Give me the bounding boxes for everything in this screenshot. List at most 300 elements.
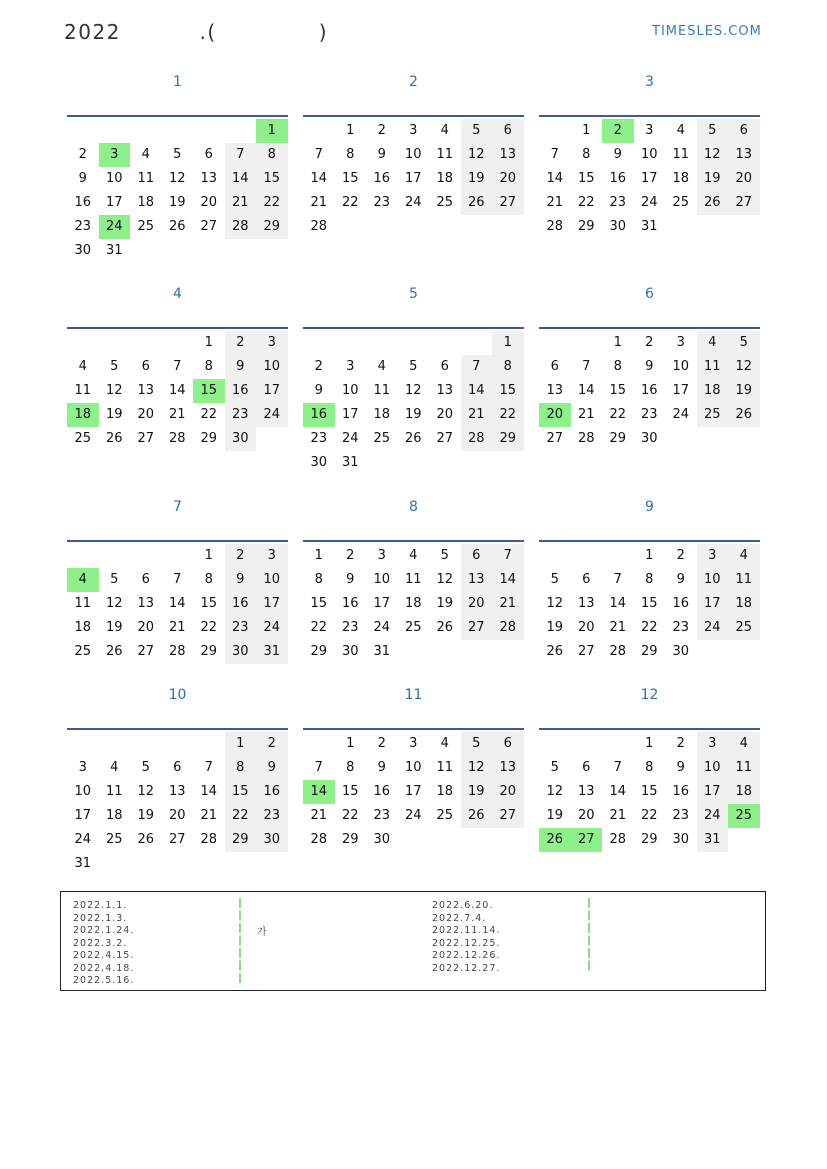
day-cell: 28 [461,427,493,451]
day-cell: 9 [225,355,257,379]
day-cell: 27 [461,616,493,640]
day-cell: 22 [492,403,524,427]
day-cell: 30 [672,832,690,847]
day-cell: 18 [373,407,391,422]
month-title: 4 [173,286,182,302]
day-cell: 7 [461,355,493,379]
day-cell: 4 [377,359,386,374]
day-cell: 23 [609,195,627,210]
day-cell: 11 [728,756,760,780]
day-cell: 23 [373,195,391,210]
day-cell: 14 [609,784,627,799]
day-cell: 14 [310,171,328,186]
day-cell: 24 [672,407,690,422]
day-cell: 10 [256,355,288,379]
day-cell: 5 [550,760,559,775]
day-cell: 21 [461,403,493,427]
holiday-day-cell: 4 [67,568,99,592]
day-cell: 28 [577,431,595,446]
day-cell: 26 [546,644,564,659]
day-cell: 16 [640,383,658,398]
day-cell: 22 [577,195,595,210]
day-cell: 18 [404,596,422,611]
day-cell: 17 [640,171,658,186]
day-cell: 24 [640,195,658,210]
day-cell: 15 [310,596,328,611]
day-cell: 15 [609,383,627,398]
day-cell: 27 [728,191,760,215]
note-date: 2022.12.26. [432,950,501,961]
day-cell: 9 [645,359,654,374]
day-cell: 6 [492,732,524,756]
day-cell: 13 [137,596,155,611]
day-cell: 30 [256,828,288,852]
day-cell: 1 [225,732,257,756]
day-cell: 8 [492,355,524,379]
day-cell: 16 [373,171,391,186]
note-date: 2022.1.3. [73,912,128,924]
day-cell: 2 [256,732,288,756]
day-cell: 16 [256,780,288,804]
day-cell: 21 [492,592,524,616]
day-cell: 6 [461,544,493,568]
day-cell: 12 [546,784,564,799]
day-cell: 21 [577,407,595,422]
day-cell: 29 [577,219,595,234]
day-cell: 7 [204,760,213,775]
day-cell: 4 [78,359,87,374]
day-cell: 15 [200,596,218,611]
day-cell: 22 [640,620,658,635]
day-cell: 6 [204,147,213,162]
day-cell: 21 [310,808,328,823]
day-cell: 27 [168,832,186,847]
day-cell: 31 [256,640,288,664]
day-cell: 5 [141,760,150,775]
day-cell: 30 [225,640,257,664]
day-cell: 3 [697,544,729,568]
day-cell: 12 [137,784,155,799]
day-cell: 30 [373,832,391,847]
day-cell: 31 [74,856,92,871]
day-cell: 17 [697,780,729,804]
day-cell: 5 [461,119,493,143]
day-cell: 30 [225,427,257,451]
day-cell: 28 [609,832,627,847]
day-cell: 16 [373,784,391,799]
day-cell: 7 [582,359,591,374]
holiday-day-cell: 20 [539,403,571,427]
day-cell: 12 [546,596,564,611]
day-cell: 7 [613,572,622,587]
day-cell: 19 [546,620,564,635]
day-cell: 1 [346,123,355,138]
day-cell: 15 [640,596,658,611]
day-cell: 27 [492,191,524,215]
day-cell: 24 [256,616,288,640]
day-cell: 5 [173,147,182,162]
day-cell: 20 [461,592,493,616]
day-cell: 26 [137,832,155,847]
day-cell: 30 [74,243,92,258]
day-cell: 27 [492,804,524,828]
day-cell: 17 [256,592,288,616]
day-cell: 29 [200,644,218,659]
day-cell: 8 [346,760,355,775]
holiday-day-cell: 25 [728,804,760,828]
day-cell: 2 [346,548,355,563]
day-cell: 11 [137,171,155,186]
day-cell: 8 [314,572,323,587]
day-cell: 11 [728,568,760,592]
day-cell: 11 [436,147,454,162]
day-cell: 26 [728,403,760,427]
day-cell: 28 [609,644,627,659]
day-cell: 11 [672,147,690,162]
day-cell: 7 [314,147,323,162]
day-cell: 13 [492,143,524,167]
day-cell: 30 [341,644,359,659]
day-cell: 28 [168,644,186,659]
day-cell: 28 [310,832,328,847]
month-divider [67,540,288,542]
day-cell: 10 [105,171,123,186]
day-cell: 21 [225,191,257,215]
day-cell: 5 [697,119,729,143]
day-cell: 28 [168,431,186,446]
day-cell: 22 [341,195,359,210]
day-cell: 22 [310,620,328,635]
day-cell: 29 [225,828,257,852]
day-cell: 10 [404,760,422,775]
holiday-day-cell: 15 [193,379,225,403]
day-cell: 20 [728,167,760,191]
day-cell: 31 [341,455,359,470]
day-cell: 18 [436,784,454,799]
month-title: 11 [404,687,423,703]
day-cell: 13 [577,784,595,799]
day-cell: 21 [609,808,627,823]
day-cell: 22 [225,804,257,828]
day-cell: 6 [141,572,150,587]
day-cell: 12 [168,171,186,186]
day-cell: 21 [168,407,186,422]
day-cell: 21 [609,620,627,635]
day-cell: 1 [346,736,355,751]
day-cell: 19 [105,407,123,422]
day-cell: 24 [404,195,422,210]
day-cell: 26 [461,804,493,828]
day-cell: 18 [137,195,155,210]
day-cell: 10 [341,383,359,398]
day-cell: 25 [697,403,729,427]
day-cell: 11 [436,760,454,775]
day-cell: 6 [582,572,591,587]
day-cell: 16 [672,784,690,799]
month-divider [539,115,760,117]
day-cell: 26 [697,191,729,215]
day-cell: 12 [461,756,493,780]
day-cell: 6 [173,760,182,775]
day-cell: 29 [640,832,658,847]
day-cell: 7 [492,544,524,568]
day-cell: 1 [645,548,654,563]
day-cell: 11 [74,596,92,611]
day-cell: 3 [645,123,654,138]
day-cell: 17 [672,383,690,398]
day-cell: 30 [310,455,328,470]
day-cell: 19 [461,780,493,804]
day-cell: 19 [137,808,155,823]
month-divider [303,115,524,117]
holiday-day-cell: 27 [571,828,603,852]
day-cell: 30 [609,219,627,234]
day-cell: 13 [492,756,524,780]
day-cell: 21 [200,808,218,823]
day-cell: 27 [137,431,155,446]
day-cell: 9 [314,383,323,398]
day-cell: 5 [409,359,418,374]
day-cell: 25 [105,832,123,847]
day-cell: 25 [436,808,454,823]
day-cell: 12 [404,383,422,398]
day-cell: 5 [461,732,493,756]
holiday-day-cell: 3 [99,143,131,167]
day-cell: 21 [168,620,186,635]
day-cell: 26 [404,431,422,446]
day-cell: 23 [341,620,359,635]
month-title: 1 [173,74,182,90]
month-title: 5 [409,286,418,302]
month-divider [303,540,524,542]
day-cell: 14 [200,784,218,799]
day-cell: 3 [256,331,288,355]
holiday-day-cell: 14 [303,780,335,804]
note-date: 2022.1.1. [73,900,128,911]
day-cell: 18 [728,780,760,804]
day-cell: 6 [550,359,559,374]
day-cell: 19 [546,808,564,823]
day-cell: 4 [440,123,449,138]
day-cell: 11 [105,784,123,799]
day-cell: 20 [137,620,155,635]
note-date: 2022.1.24. [73,925,135,936]
note-date: 2022.5.16. [73,975,135,986]
day-cell: 18 [728,592,760,616]
day-cell: 17 [256,379,288,403]
day-cell: 4 [676,123,685,138]
day-cell: 16 [609,171,627,186]
notes-left-dates [73,900,134,988]
day-cell: 2 [225,331,257,355]
day-cell: 15 [492,379,524,403]
day-cell: 11 [373,383,391,398]
day-cell: 20 [200,195,218,210]
day-cell: 23 [225,403,257,427]
day-cell: 14 [609,596,627,611]
day-cell: 13 [137,383,155,398]
day-cell: 5 [440,548,449,563]
day-cell: 10 [256,568,288,592]
day-cell: 9 [78,171,87,186]
month-title: 7 [173,499,182,515]
day-cell: 19 [105,620,123,635]
day-cell: 1 [204,548,213,563]
day-cell: 26 [461,191,493,215]
note-date: 2022.12.25. [432,937,501,949]
note-date: 2022.4.15. [73,950,135,961]
day-cell: 23 [672,808,690,823]
notes-right-dates [432,900,500,975]
day-cell: 18 [105,808,123,823]
day-cell: 25 [404,620,422,635]
day-cell: 19 [697,167,729,191]
day-cell: 16 [672,596,690,611]
notes-right-bar [588,898,590,973]
day-cell: 1 [492,331,524,355]
day-cell: 12 [728,355,760,379]
day-cell: 3 [409,736,418,751]
day-cell: 31 [105,243,123,258]
day-cell: 4 [697,331,729,355]
day-cell: 9 [377,760,386,775]
day-cell: 23 [672,620,690,635]
day-cell: 25 [728,616,760,640]
day-cell: 14 [168,596,186,611]
note-date: 2022.12.27. [432,962,501,974]
month-divider [67,728,288,730]
page-title [64,20,328,44]
day-cell: 7 [173,359,182,374]
day-cell: 28 [310,219,328,234]
day-cell: 10 [697,568,729,592]
month-title: 8 [409,499,418,515]
day-cell: 28 [200,832,218,847]
day-cell: 31 [697,828,729,852]
day-cell: 4 [409,548,418,563]
day-cell: 17 [404,784,422,799]
day-cell: 3 [697,732,729,756]
day-cell: 29 [640,644,658,659]
day-cell: 13 [728,143,760,167]
day-cell: 15 [577,171,595,186]
day-cell: 25 [373,431,391,446]
day-cell: 5 [110,359,119,374]
day-cell: 10 [404,147,422,162]
day-cell: 26 [105,431,123,446]
day-cell: 17 [74,808,92,823]
month-title: 2 [409,74,418,90]
day-cell: 2 [377,736,386,751]
day-cell: 22 [609,407,627,422]
day-cell: 27 [436,431,454,446]
day-cell: 23 [74,219,92,234]
note-date: 2022.6.20. [432,900,494,911]
day-cell: 14 [546,171,564,186]
day-cell: 24 [697,616,729,640]
day-cell: 15 [640,784,658,799]
month-title: 12 [640,687,659,703]
day-cell: 11 [74,383,92,398]
day-cell: 24 [74,832,92,847]
day-cell: 8 [204,359,213,374]
holiday-day-cell: 1 [256,119,288,143]
note-date: 2022.11.14. [432,925,501,936]
note-date: 2022.7.4. [432,912,487,924]
day-cell: 25 [436,195,454,210]
day-cell: 9 [613,147,622,162]
holiday-day-cell: 16 [303,403,335,427]
day-cell: 2 [676,548,685,563]
day-cell: 25 [74,644,92,659]
day-cell: 14 [577,383,595,398]
day-cell: 24 [256,403,288,427]
day-cell: 5 [728,331,760,355]
brand-logo: TIMESLES.COM [652,24,762,39]
day-cell: 12 [461,143,493,167]
holiday-day-cell: 2 [602,119,634,143]
day-cell: 8 [582,147,591,162]
day-cell: 2 [78,147,87,162]
day-cell: 6 [440,359,449,374]
day-cell: 26 [105,644,123,659]
day-cell: 20 [577,808,595,823]
day-cell: 2 [645,335,654,350]
day-cell: 13 [168,784,186,799]
month-title: 6 [645,286,654,302]
day-cell: 29 [341,832,359,847]
day-cell: 31 [640,219,658,234]
day-cell: 6 [582,760,591,775]
note-date: 2022.3.2. [73,937,128,949]
day-cell: 19 [168,195,186,210]
day-cell: 11 [404,572,422,587]
day-cell: 23 [373,808,391,823]
day-cell: 28 [546,219,564,234]
day-cell: 9 [256,756,288,780]
day-cell: 3 [78,760,87,775]
day-cell: 22 [256,191,288,215]
day-cell: 13 [546,383,564,398]
day-cell: 5 [110,572,119,587]
day-cell: 13 [200,171,218,186]
holiday-day-cell: 24 [99,215,131,239]
month-divider [67,115,288,117]
day-cell: 10 [373,572,391,587]
day-cell: 19 [461,167,493,191]
day-cell: 14 [225,167,257,191]
day-cell: 10 [74,784,92,799]
day-cell: 20 [492,780,524,804]
day-cell: 20 [436,407,454,422]
day-cell: 29 [310,644,328,659]
day-cell: 13 [577,596,595,611]
day-cell: 20 [137,407,155,422]
note-date: 2022.4.18. [73,962,135,974]
day-cell: 2 [314,359,323,374]
day-cell: 30 [672,644,690,659]
day-cell: 25 [672,195,690,210]
day-cell: 29 [256,215,288,239]
day-cell: 18 [436,171,454,186]
month-divider [303,728,524,730]
day-cell: 23 [256,804,288,828]
day-cell: 9 [225,568,257,592]
day-cell: 6 [728,119,760,143]
holiday-day-cell: 26 [539,828,571,852]
day-cell: 29 [200,431,218,446]
day-cell: 31 [373,644,391,659]
